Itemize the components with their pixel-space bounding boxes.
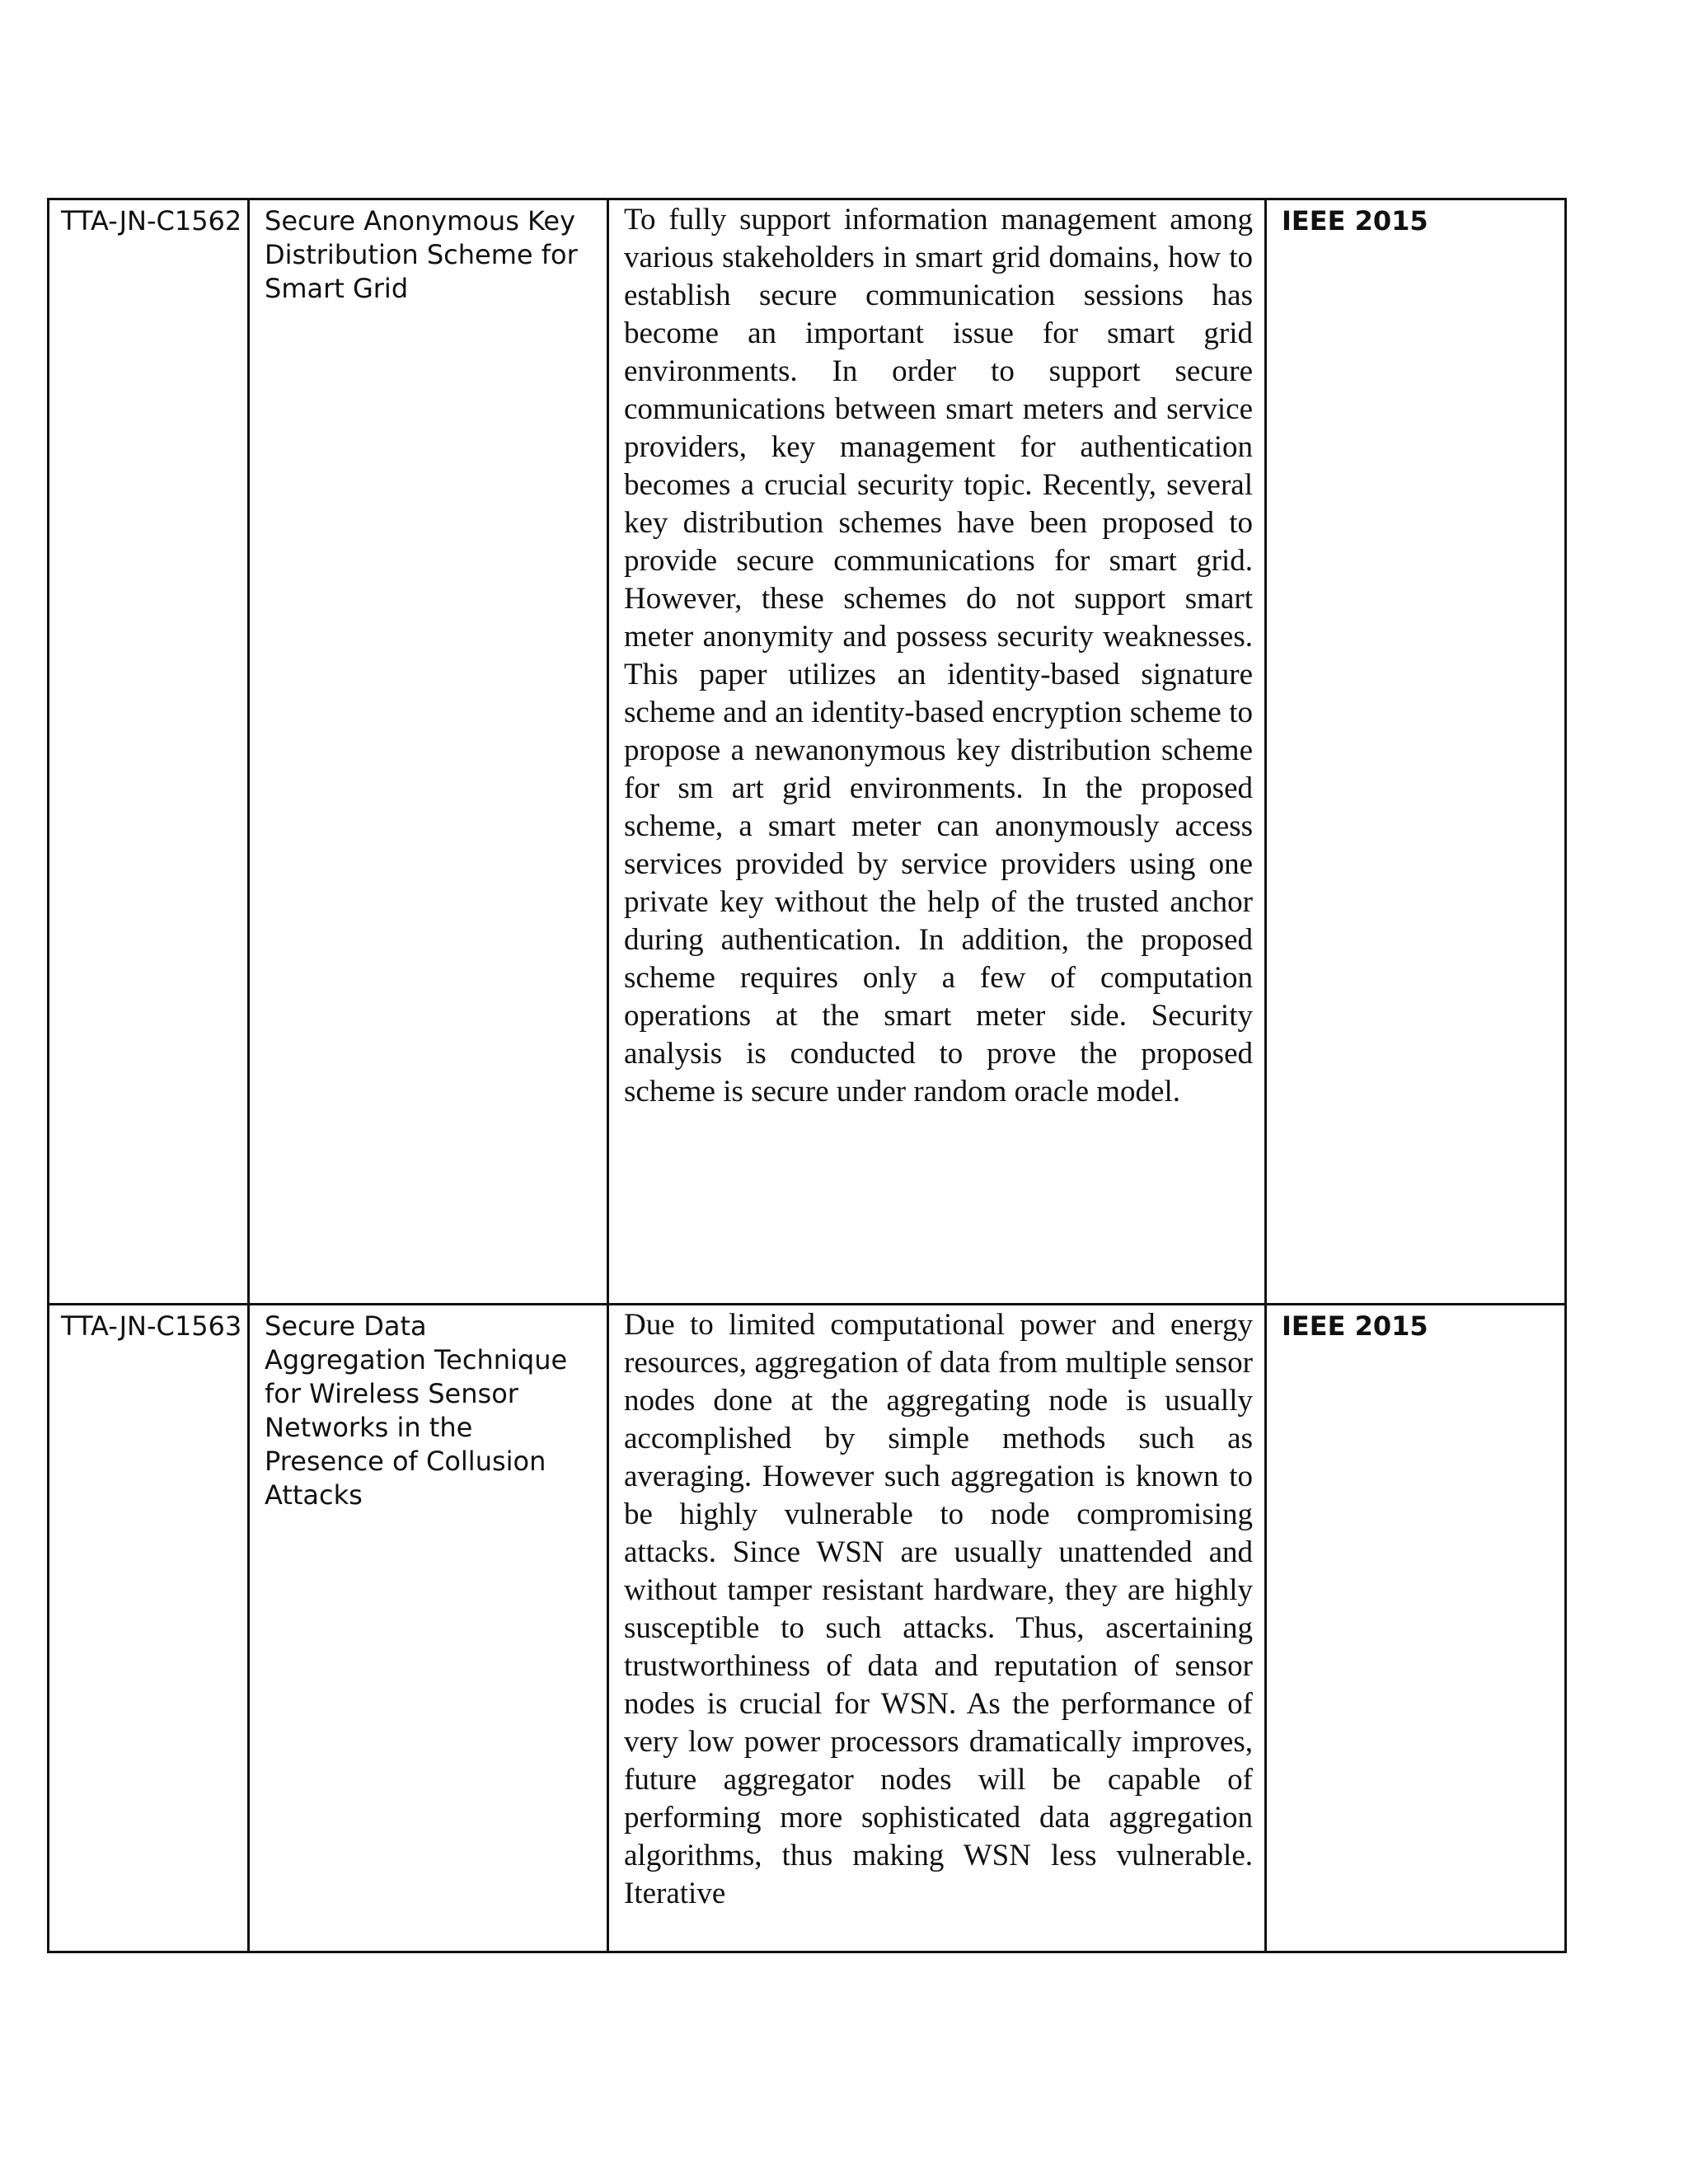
project-id: TTA-JN-C1563 (61, 1310, 242, 1342)
table-row (49, 1305, 1566, 1952)
project-venue: IEEE 2015 (1282, 205, 1428, 237)
project-venue-cell (1266, 199, 1566, 1305)
table-row (49, 199, 1566, 1305)
project-venue: IEEE 2015 (1282, 1310, 1428, 1342)
project-id-cell (49, 199, 249, 1305)
project-title-cell (249, 199, 608, 1305)
project-title: Secure Anonymous Key Distribution Scheme for Smart Grid (265, 205, 578, 304)
project-abstract-cell (608, 199, 1266, 1305)
project-abstract: To fully support information management among various stakeholders in smart grid domains, how to establish secure communication sessions has become an important issue for smart grid environments. In order to support secure communications between smart meters and service providers, key management for authentication becomes a crucial security topic. Recently, several key distribution schemes have been proposed to provide secure communications for smart grid. However, these schemes do not support smart meter anonymity and possess security weaknesses. This paper utilizes an identity-based signature scheme and an identity-based encryption scheme to propose a newanonymous key distribution scheme for sm art grid environments. In the proposed scheme, a smart meter can anonymously access services provided by service providers using one private key without the help of the trusted anchor during authentication. In addition, the proposed scheme requires only a few of computation operations at the smart meter side. Security analysis is conducted to prove the proposed scheme is secure under random oracle model. (624, 203, 1253, 1108)
project-venue-cell (1266, 1305, 1566, 1952)
project-title: Secure Data Aggregation Technique for Wireless Sensor Networks in the Presence of Collusion Attacks (265, 1310, 568, 1511)
project-id-cell (49, 1305, 249, 1952)
project-id: TTA-JN-C1562 (61, 205, 242, 237)
project-abstract-cell (608, 1305, 1266, 1952)
project-abstract: Due to limited computational power and energy resources, aggregation of data from multiple sensor nodes done at the aggregating node is usually accomplished by simple methods such as averaging. However such aggregation is known to be highly vulnerable to node compromising attacks. Since WSN are usually unattended and without tamper resistant hardware, they are highly susceptible to such attacks. Thus, ascertaining trustworthiness of data and reputation of sensor nodes is crucial for WSN. As the performance of very low power processors dramatically improves, future aggregator nodes will be capable of performing more sophisticated data aggregation algorithms, thus making WSN less vulnerable. Iterative (624, 1308, 1253, 1910)
project-table (47, 198, 1567, 1953)
project-title-cell (249, 1305, 608, 1952)
